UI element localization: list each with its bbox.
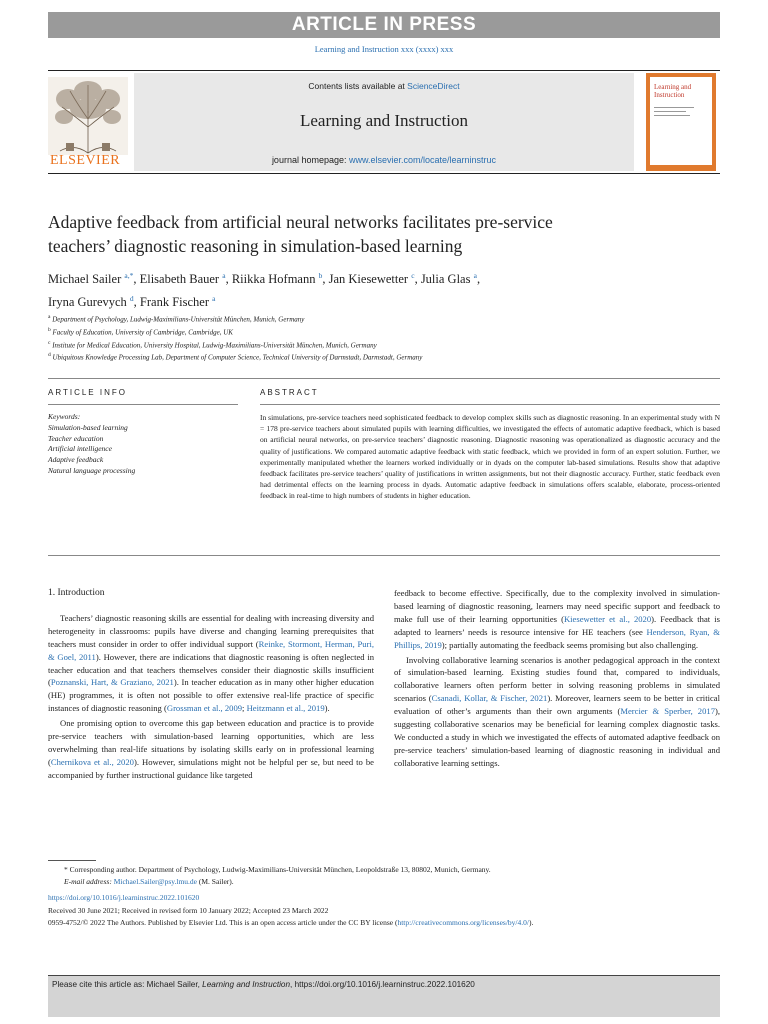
contents-line (134, 81, 634, 91)
section-divider (48, 555, 720, 556)
body-left-column (48, 587, 374, 782)
affiliation-mark: d (48, 352, 51, 359)
email-link[interactable]: Michael.Sailer@psy.lmu.de (113, 877, 197, 887)
author-affiliation-mark[interactable]: d (129, 294, 134, 304)
license-line (48, 917, 720, 929)
body-paragraph (48, 612, 374, 715)
article-title-line: teachers’ diagnostic reasoning in simulation-based learning (48, 236, 463, 256)
affiliation-text: Ubiquitous Knowledge Processing Lab, Department of Computer Science, Technical University of Darmstadt, Darmstadt, Germany (52, 353, 423, 362)
body-text: ); partially automating the feedback seems promising but also challenging. (441, 639, 699, 650)
body-paragraph (48, 717, 374, 782)
affiliation-item (48, 350, 720, 363)
citation-bar (48, 975, 720, 1017)
author-name[interactable]: Iryna Gurevych (48, 295, 127, 310)
footnotes (48, 864, 720, 929)
citation-text (52, 980, 475, 989)
corresponding-author-note: * Corresponding author. Department of Psychology, Ludwig-Maximilians-Universität München, Leopoldstraße 13, 80802, Munich, Germany. (64, 865, 491, 874)
contents-prefix: Contents lists available at (308, 81, 408, 91)
body-text: ; (242, 703, 247, 714)
keyword-item: Adaptive feedback (48, 455, 104, 465)
body-right-column (394, 587, 720, 770)
body-text: ), suggesting collaborative scenarios may be beneficial for learning complex diagnostic tasks. We conducted a study in which we investigated the effects of automated adaptive feedback on pre-service teachers’ simulation-based learning of diagnostic reasoning in individual and collaborative learning settings. (394, 706, 721, 768)
keyword-item: Simulation-based learning (48, 422, 128, 432)
affiliation-mark: a (48, 314, 51, 320)
keyword-item: Natural language processing (48, 465, 136, 475)
body-text: ). Feedback that is adapted to learners’ needs is resource intensive for HE teachers (see (394, 613, 720, 637)
body-text: ). In teacher education as in many other higher education (HE) programmes, it is often not possible to offer extensive real-life practice of specific instances of diagnostic reasoning ( (48, 677, 374, 714)
journal-homepage-link[interactable]: www.elsevier.com/locate/learninstruc (349, 155, 497, 165)
sciencedirect-link[interactable]: ScienceDirect (407, 81, 460, 91)
affiliation-text: Institute for Medical Education, University Hospital, Ludwig-Maximilians-Universität München, Munich, Germany (52, 340, 377, 349)
keywords-label: Keywords: (48, 412, 81, 421)
citation-journal: Learning and Instruction (202, 980, 291, 989)
citation-link[interactable]: Kiesewetter et al., 2020 (563, 613, 652, 624)
homepage-prefix: journal homepage: (271, 155, 349, 165)
citation-link[interactable]: Chernikova et al., 2020 (50, 756, 134, 767)
citation-suffix: , https://doi.org/10.1016/j.learninstruc.2022.101620 (290, 980, 475, 989)
homepage-line (134, 155, 634, 165)
email-note (48, 876, 720, 888)
author-name[interactable]: Elisabeth Bauer (139, 272, 220, 287)
citation-link[interactable]: Poznanski, Hart, & Graziano, 2021 (50, 677, 174, 688)
author-name[interactable]: Jan Kiesewetter (328, 272, 409, 287)
affiliation-list (48, 312, 720, 363)
email-label: E-mail address: (64, 877, 114, 887)
footnote-divider (48, 860, 96, 861)
citation-link[interactable]: Reinke, Stormont, Herman, Puri, & Goel, 2011 (48, 638, 374, 662)
citation-link[interactable]: Mercier & Sperber, 2017 (620, 706, 715, 717)
author-name[interactable]: Frank Fischer (139, 295, 210, 310)
author-affiliation-mark[interactable]: a,* (124, 271, 134, 280)
author-affiliation-mark[interactable]: a (222, 271, 226, 280)
body-paragraph (394, 654, 720, 770)
body-text: One promising option to overcome this gap between education and practice is to provide pre-service teachers with simulation-based learning opportunities, which are less overwhelming than real-life situations by isolating skills early on in professional learning ( (48, 718, 374, 767)
author-list: Michael Sailer $^{a,*}$, Elisabeth Bauer $^a$, Riikka Hofmann $^b$, Jan Kiesewetter $^c$, Julia Glas $^a$, Iryna Gurevych $^d$, Frank Fischer $^a$ (48, 271, 481, 310)
affiliation-item (48, 325, 720, 338)
journal-reference[interactable]: Learning and Instruction xxx (xxxx) xxx (314, 44, 454, 54)
elsevier-wordmark: ELSEVIER (50, 153, 121, 168)
doi-link[interactable]: https://doi.org/10.1016/j.learninstruc.2022.101620 (48, 893, 200, 903)
author-name[interactable]: Riikka Hofmann (231, 272, 316, 287)
body-paragraph (394, 587, 720, 652)
body-text: ). Moreover, learners seem to be better in critical evaluation of other’s arguments than their own arguments ( (394, 693, 720, 717)
masthead-center-box (134, 73, 634, 171)
author-affiliation-mark[interactable]: c (411, 271, 415, 280)
journal-cover-thumbnail (646, 73, 716, 171)
cover-text-line (654, 107, 694, 108)
affiliation-item (48, 338, 720, 351)
article-title-line: Adaptive feedback from artificial neural networks facilitates pre-service (48, 212, 553, 232)
body-text: ). However, there are indications that diagnostic reasoning is often neglected in teacher education and that teachers themselves consider their diagnostic skills insufficient ( (48, 651, 375, 688)
cover-title: Learning and Instruction (654, 83, 692, 99)
license-text: 0959-4752/© 2022 The Authors. Published by Elsevier Ltd. This is an open access article under the CC BY license ( (48, 917, 398, 927)
affiliation-item (48, 312, 720, 325)
affiliation-mark: c (48, 339, 51, 346)
author-name[interactable]: Michael Sailer (48, 272, 122, 287)
keywords-list (48, 412, 238, 477)
author-affiliation-mark[interactable]: b (318, 271, 323, 280)
body-text: Teachers’ diagnostic reasoning skills are essential for dealing with increasing diversity and heterogeneity in classrooms: pupils have diverse and changing learning prerequisites that teachers must consider in order to offer individual support ( (48, 612, 374, 649)
body-text: feedback to become effective. Specifically, due to the complexity involved in simulation-based learning of diagnostic reasoning, learners may need specific support and feedback to make full use of their learning opportunities ( (394, 588, 720, 624)
section-divider (48, 404, 238, 405)
cover-text-line (654, 111, 686, 112)
article-info-heading: ARTICLE INFO (48, 388, 127, 397)
citation-link[interactable]: Csanadi, Kollar, & Fischer, 2021 (431, 693, 548, 704)
cover-page (650, 77, 712, 165)
keyword-item: Teacher education (48, 433, 104, 443)
section-heading: 1. Introduction (48, 588, 105, 598)
citation-link[interactable]: Heitzmann et al., 2019 (246, 703, 325, 714)
journal-masthead (48, 70, 720, 174)
author-affiliation-mark[interactable]: a (212, 294, 216, 304)
author-name[interactable]: Julia Glas (420, 272, 471, 287)
section-divider (48, 378, 720, 379)
article-in-press-banner: ARTICLE IN PRESS (48, 12, 720, 38)
received-dates: Received 30 June 2021; Received in revised form 10 January 2022; Accepted 23 March 2022 (48, 905, 329, 915)
citation-link[interactable]: Henderson, Ryan, & Phillips, 2019 (394, 626, 720, 650)
body-text: Involving collaborative learning scenarios is another pedagogical approach in the context of simulation-based learning. Existing studies found that, compared to individuals, collaborative learners often perform better in solving reasoning problems in simulated scenarios ( (394, 654, 720, 704)
section-divider (260, 404, 720, 405)
body-text: ). (324, 703, 330, 714)
author-affiliation-mark[interactable]: a (473, 271, 477, 280)
body-text: ). However, simulations might not be helpful per se, but need to be accompanied by further instructional guidance like targeted (48, 756, 374, 780)
affiliation-text: Department of Psychology, Ludwig-Maximilians-Universität München, Munich, Germany (52, 315, 305, 324)
citation-link[interactable]: Grossman et al., 2009 (166, 703, 243, 714)
abstract-heading: ABSTRACT (260, 388, 319, 397)
cover-text-line (654, 115, 690, 116)
citation-prefix: Please cite this article as: Michael Sailer, (52, 980, 203, 989)
abstract-text: In simulations, pre-service teachers need sophisticated feedback to develop complex skills such as diagnostic reasoning. In an experimental study with N = 178 pre-service teachers about simulated pupils with learning difficulties, we investigated the effects of automatic adaptive feedback, which is based on artificial neural networks, on pre-service teachers’ diagnostic reasoning. Diagnostic reasoning was operationalized as diagnostic accuracy and the quality of justifications. We compared automatic adaptive feedback with static feedback, which we provided in form of an expert solution. Further, we experimentally manipulated whether the learners worked individually or in dyads on the computer lab-based simulations. Results show that adaptive feedback facilitates pre-service teachers’ quality of justifications in written assignments, but not their diagnostic accuracy. Further, static feedback even had detrimental effects on the learning process in dyads. Automatic adaptive feedback in simulations offers scalable, elaborate, process-oriented feedback in real-time to high numbers of students in higher education. (260, 413, 720, 501)
affiliation-text: Faculty of Education, University of Cambridge, Cambridge, UK (52, 328, 233, 337)
keyword-item: Artificial intelligence (48, 444, 112, 454)
affiliation-mark: b (48, 326, 51, 333)
article-title (48, 210, 720, 258)
email-suffix: (M. Sailer). (197, 877, 234, 887)
journal-title: Learning and Instruction (299, 111, 469, 130)
license-link[interactable]: http://creativecommons.org/licenses/by/4.0/ (397, 917, 529, 927)
license-text: ). (528, 917, 534, 927)
